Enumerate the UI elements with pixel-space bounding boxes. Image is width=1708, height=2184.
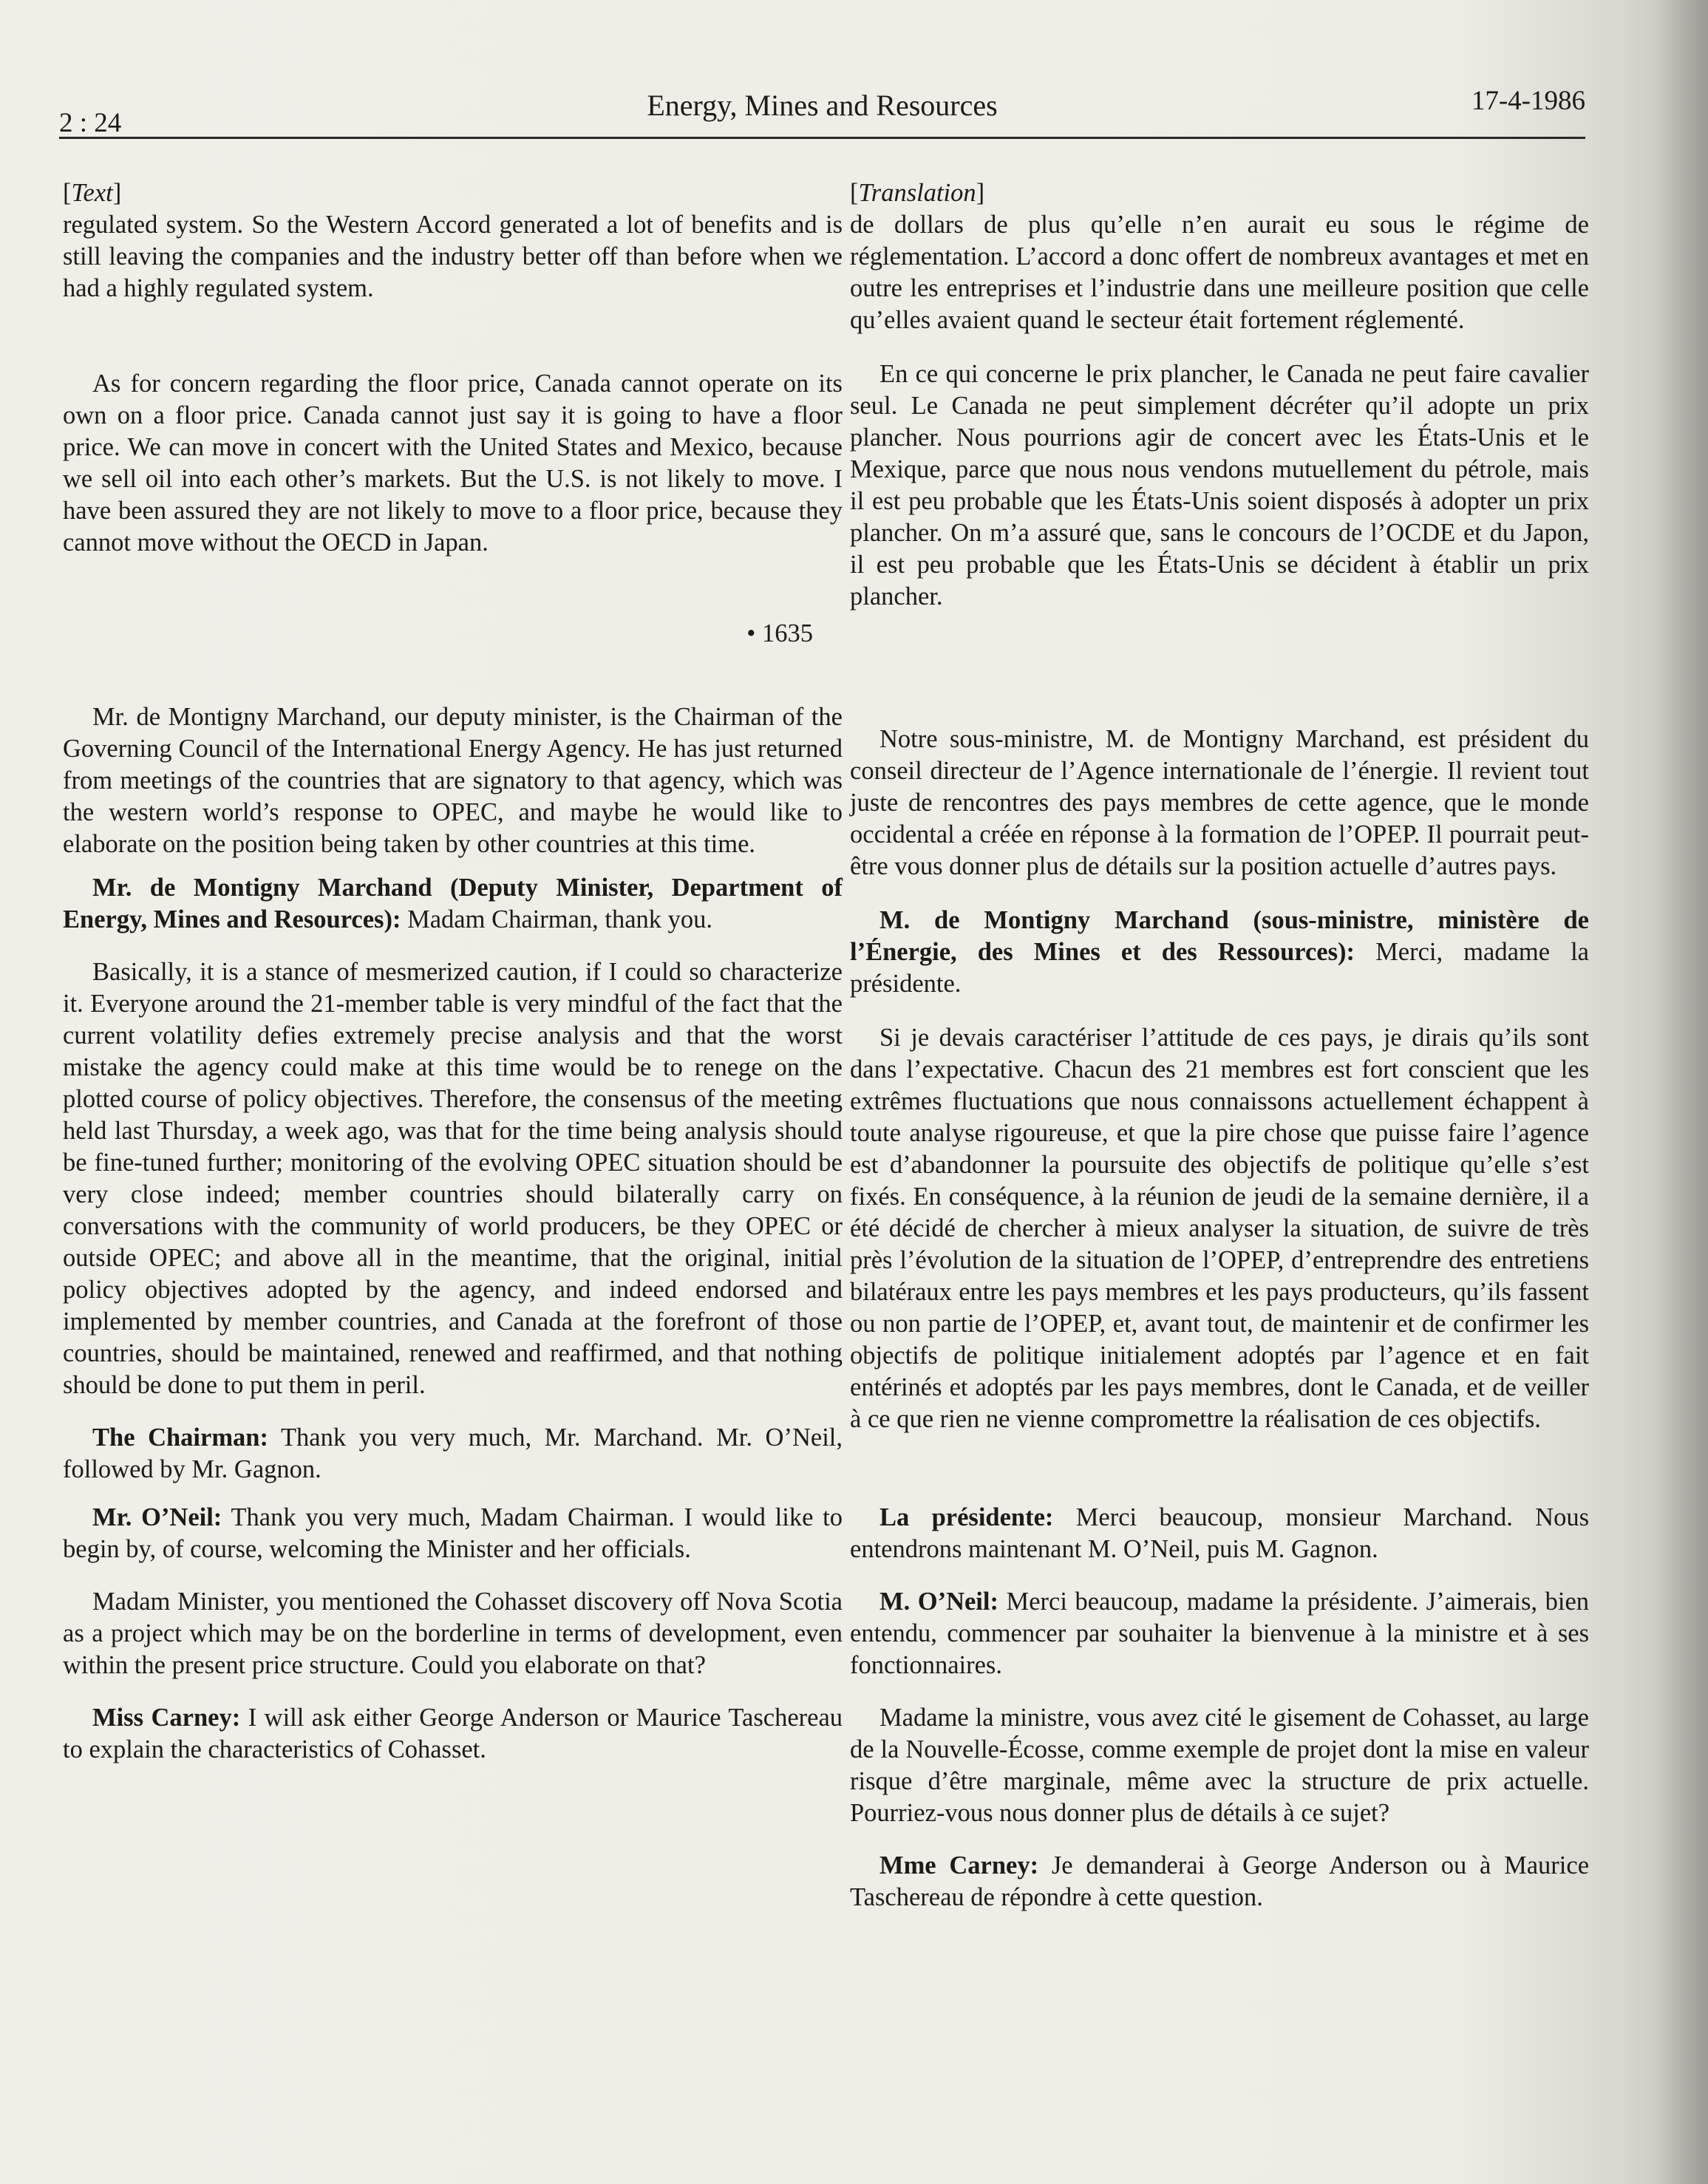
speech-text: Merci beaucoup, madame la présidente. J’aimerais, bien entendu, commencer par souhaiter la bienvenue à la ministre et à ses fonctionnaires.	[850, 1588, 1590, 1679]
french-column	[850, 177, 1589, 1913]
english-column	[63, 177, 843, 1766]
speaker-name: Miss Carney:	[92, 1704, 241, 1732]
speech-text: Merci, madame la présidente.	[850, 938, 1589, 998]
speaker-name: Mr. O’Neil:	[92, 1503, 222, 1531]
running-title: Energy, Mines and Resources	[647, 89, 998, 122]
paragraph-2: As for concern regarding the floor price, Canada cannot operate on its own on a floor price. Canada cannot just say it is going to have a floor price. We can move in concert with the United States and Mexico, because we sell oil into each other’s markets. But the U.S. is not likely to move. I have been assured they are not likely to move to a floor price, because they cannot move without the OECD in Japan.	[63, 370, 843, 557]
page-number: 2 : 24	[59, 108, 122, 138]
binding-shadow	[1656, 0, 1708, 2184]
speech-text: Thank you very much, Madam Chairman. I would like to begin by, of course, welcoming the Minister and her officials.	[63, 1503, 843, 1563]
speaker-name: The Chairman:	[92, 1423, 268, 1452]
speaker-paragraph-6	[850, 1502, 1589, 1565]
running-date: 17-4-1986	[1471, 86, 1585, 116]
time-marker: • 1635	[746, 619, 813, 647]
speech-text: Thank you very much, Mr. Marchand. Mr. O’Neil, followed by Mr. Gagnon.	[63, 1423, 843, 1483]
paragraph-8: Madam Minister, you mentioned the Cohasset discovery off Nova Scotia as a project which may be on the borderline in terms of development, even within the present price structure. Could you elaborate on that?	[63, 1588, 843, 1679]
speaker-paragraph-4	[63, 872, 843, 936]
paragraph-1: de dollars de plus qu’elle n’en aurait eu sous le régime de réglementation. L’accord a donc offert de nombreux avantages et met en outre les entreprises et l’industrie dans une meilleure position que celle qu’elles avaient quand le secteur était fortement réglementé.	[850, 211, 1589, 334]
paragraph-5: Si je devais caractériser l’attitude de ces pays, je dirais qu’ils sont dans l’expectative. Chacun des 21 membres est fort conscient que les extrêmes fluctuations que nous connaissons actuellement échappent à toute analyse rigoureuse, et que la pire chose que puisse faire l’agence est d’abandonner la poursuite des objectifs de politique qu’elle s’est fixés. En conséquence, à la réunion de jeudi de la semaine dernière, il a été décidé de chercher à mieux analyser la situation, de suivre de très près l’évolution de la situation de l’OPEP, d’entreprendre des entretiens bilatéraux entre les pays membres et les pays producteurs, qu’ils fassent ou non partie de l’OPEP, et, avant tout, de maintenir et de confirmer les objectifs de politique initialement adoptés par l’agence et en fait entérinés et adoptés par les pays membres, dont le Canada, et de veiller à ce que rien ne vienne compromettre la réalisation de ces objectifs.	[850, 1024, 1589, 1433]
paragraph-5: Basically, it is a stance of mesmerized caution, if I could so characterize it. Everyone around the 21-member table is very mindful of the fact that the current volatility defies extremely precise analysis and that the worst mistake the agency could make at this time would be to renege on the plotted course of policy objectives. Therefore, the consensus of the meeting held last Thursday, a week ago, was that for the time being analysis should be fine-tuned further; monitoring of the evolving OPEC situation should be very close indeed; member countries should bilaterally carry on conversations with the community of world producers, be they OPEC or outside OPEC; and above all in the meantime, that the original, initial policy objectives adopted by the agency, and indeed endorsed and implemented by member countries, and Canada at the forefront of those countries, should be maintained, renewed and reaffirmed, and that nothing should be done to put them in peril.	[63, 958, 843, 1399]
paragraph-3: Notre sous-ministre, M. de Montigny Marchand, est président du conseil directeur de l’Agence internationale de l’énergie. Il revient tout juste de rencontres des pays membres de cette agence, que le monde occidental a créée en réponse à la formation de l’OPEP. Il pourrait peut-être vous donner plus de détails sur la position actuelle d’autres pays.	[850, 725, 1589, 880]
paragraph-1: regulated system. So the Western Accord generated a lot of benefits and is still leaving the companies and the industry better off than before when we had a highly regulated system.	[63, 211, 843, 302]
speaker-name: M. de Montigny Marchand (sous-ministre, ministère de l’Énergie, des Mines et des Ressources):	[850, 906, 1589, 966]
speech-text: Merci beaucoup, monsieur Marchand. Nous entendrons maintenant M. O’Neil, puis M. Gagnon.	[850, 1503, 1589, 1563]
speaker-paragraph-7	[63, 1502, 843, 1565]
speaker-paragraph-4	[850, 905, 1589, 1000]
language-tag-translation: [Translation]	[850, 179, 985, 207]
paragraph-2: En ce qui concerne le prix plancher, le Canada ne peut faire cavalier seul. Le Canada ne peut simplement décréter qu’il adopte un prix plancher. Nous pourrions agir de concert avec les États-Unis et le Mexique, parce que nous nous vendons mutuellement du pétrole, mais il est peu probable que les États-Unis soient disposés à adopter un prix plancher. On m’a assuré que, sans le concours de l’OCDE et du Japon, il est peu probable que les États-Unis se décident à établir un prix plancher.	[850, 360, 1589, 610]
speaker-paragraph-9	[850, 1850, 1589, 1913]
paragraph-8: Madame la ministre, vous avez cité le gisement de Cohasset, au large de la Nouvelle-Écosse, comme exemple de projet dont la mise en valeur risque d’être marginale, même avec la structure de prix actuelle. Pourriez-vous nous donner plus de détails à ce sujet?	[850, 1704, 1589, 1827]
speaker-paragraph-9	[63, 1702, 843, 1766]
speaker-name: Mr. de Montigny Marchand (Deputy Minister, Department of Energy, Mines and Resources):	[63, 874, 843, 933]
speaker-paragraph-6	[63, 1422, 843, 1486]
speaker-name: La présidente:	[879, 1503, 1054, 1531]
paragraph-3: Mr. de Montigny Marchand, our deputy minister, is the Chairman of the Governing Council of the International Energy Agency. He has just returned from meetings of the countries that are signatory to that agency, which was the western world’s response to OPEC, and maybe he would like to elaborate on the position being taken by other countries at this time.	[63, 703, 843, 858]
speech-text: I will ask either George Anderson or Maurice Taschereau to explain the characteristics of Cohasset.	[63, 1704, 843, 1763]
speech-text: Je demanderai à George Anderson ou à Maurice Taschereau de répondre à cette question.	[850, 1851, 1590, 1911]
page-header	[59, 85, 1585, 139]
speech-text: Madam Chairman, thank you.	[407, 905, 713, 933]
language-tag-text: [Text]	[63, 179, 122, 207]
speaker-name: M. O’Neil:	[879, 1588, 998, 1616]
speaker-name: Mme Carney:	[879, 1851, 1039, 1879]
speaker-paragraph-7	[850, 1586, 1589, 1681]
